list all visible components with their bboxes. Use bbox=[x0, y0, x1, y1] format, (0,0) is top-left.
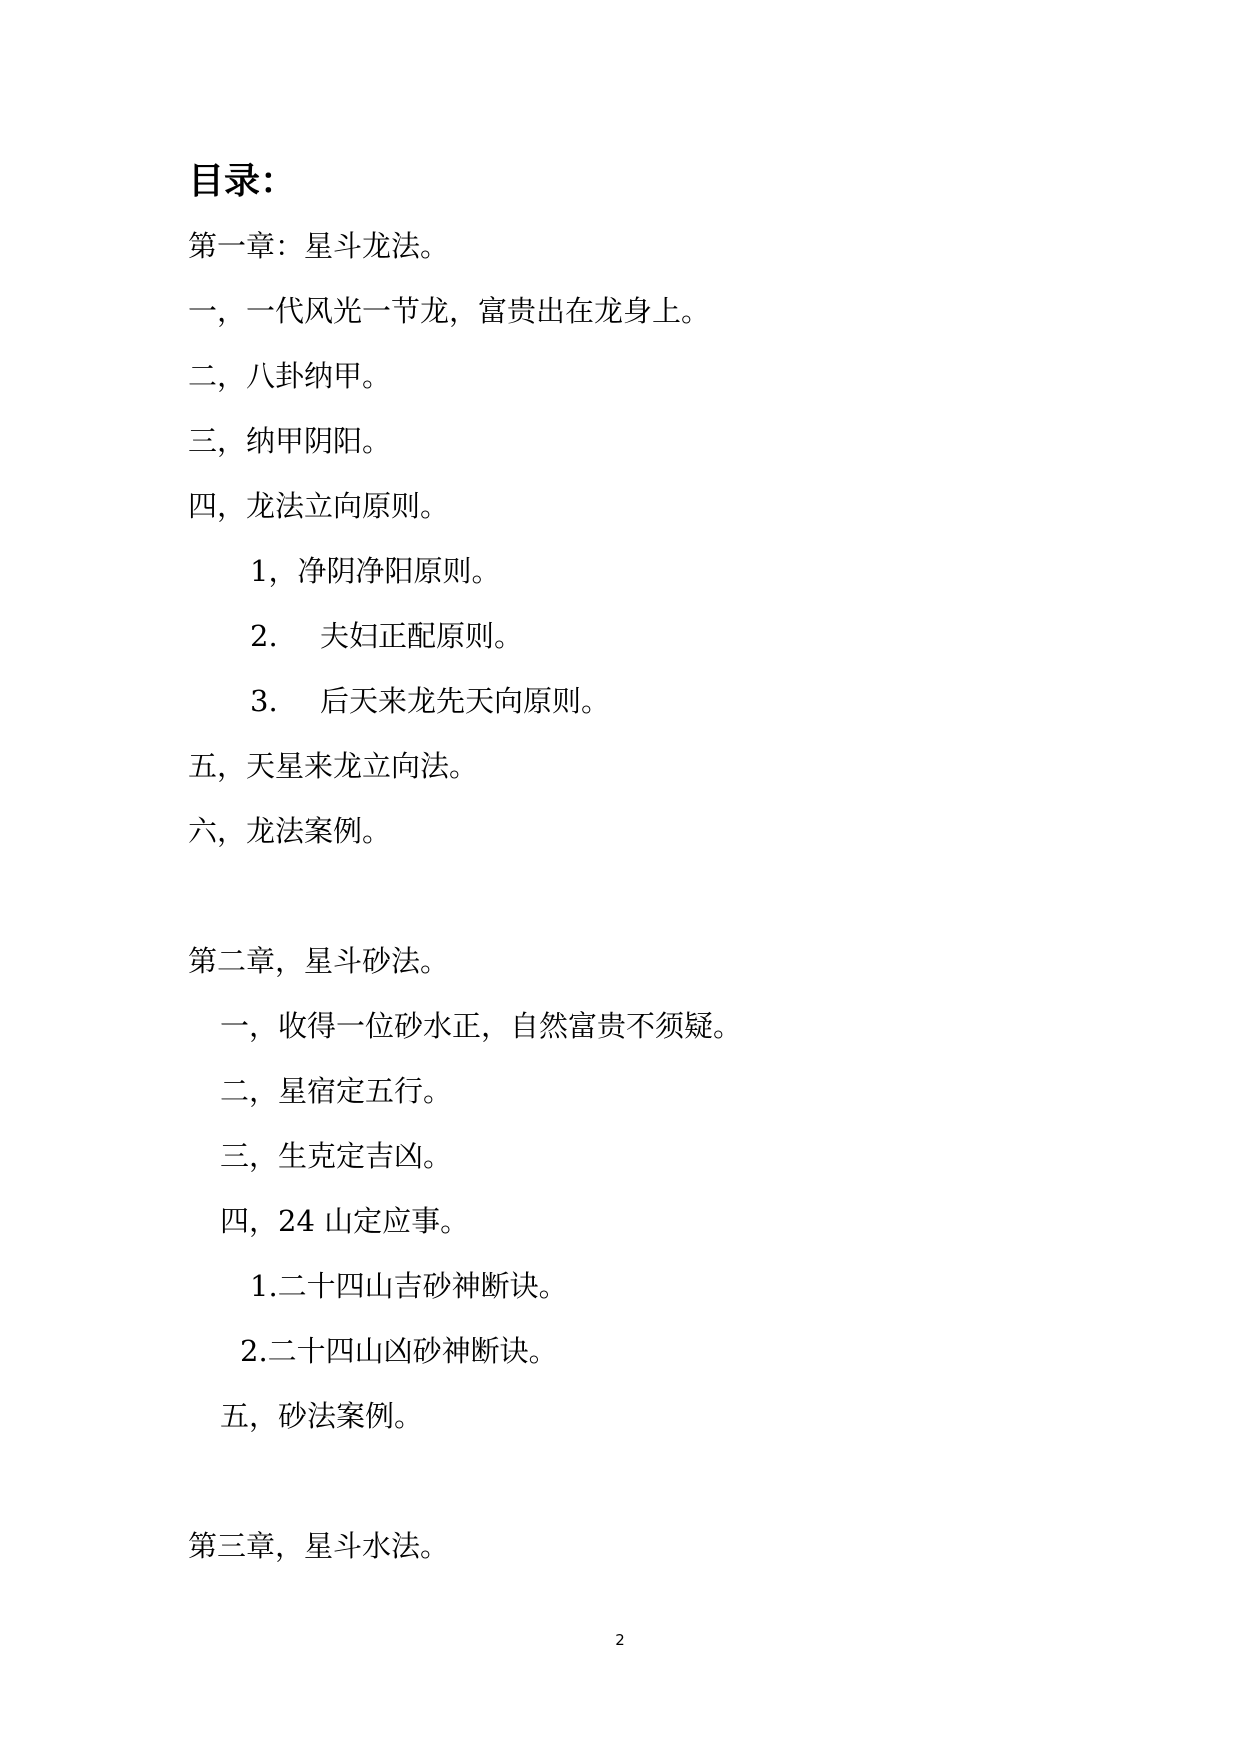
toc-item: 三，生克定吉凶。 bbox=[220, 1139, 453, 1173]
toc-item: 一，收得一位砂水正，自然富贵不须疑。 bbox=[220, 1009, 743, 1043]
toc-item: 四，龙法立向原则。 bbox=[188, 489, 450, 523]
toc-subitem: 1，净阴净阳原则。 bbox=[250, 554, 501, 588]
toc-item: 五，砂法案例。 bbox=[220, 1399, 424, 1433]
toc-title: 目录： bbox=[188, 161, 297, 202]
toc-item: 三，纳甲阴阳。 bbox=[188, 424, 392, 458]
subitem-text: 后天来龙先天向原则。 bbox=[320, 684, 611, 718]
toc-subitem bbox=[250, 618, 523, 654]
page-number: 2 bbox=[615, 1631, 625, 1649]
chapter-1-heading: 第一章：星斗龙法。 bbox=[188, 229, 450, 263]
toc-item: 一，一代风光一节龙，富贵出在龙身上。 bbox=[188, 294, 711, 328]
toc-subitem bbox=[250, 683, 610, 719]
toc-item: 二，八卦纳甲。 bbox=[188, 359, 392, 393]
chapter-3-heading: 第三章，星斗水法。 bbox=[188, 1529, 450, 1563]
toc-subitem: 1.二十四山吉砂神断诀。 bbox=[250, 1269, 568, 1303]
toc-item: 四，24 山定应事。 bbox=[220, 1204, 470, 1238]
subitem-number: 2. bbox=[250, 619, 278, 653]
toc-subitem: 2.二十四山凶砂神断诀。 bbox=[240, 1334, 558, 1368]
toc-item: 二，星宿定五行。 bbox=[220, 1074, 453, 1108]
toc-item: 六，龙法案例。 bbox=[188, 814, 392, 848]
chapter-2-heading: 第二章，星斗砂法。 bbox=[188, 944, 450, 978]
subitem-text: 夫妇正配原则。 bbox=[320, 619, 524, 653]
subitem-number: 3. bbox=[250, 684, 278, 718]
toc-item: 五，天星来龙立向法。 bbox=[188, 749, 479, 783]
